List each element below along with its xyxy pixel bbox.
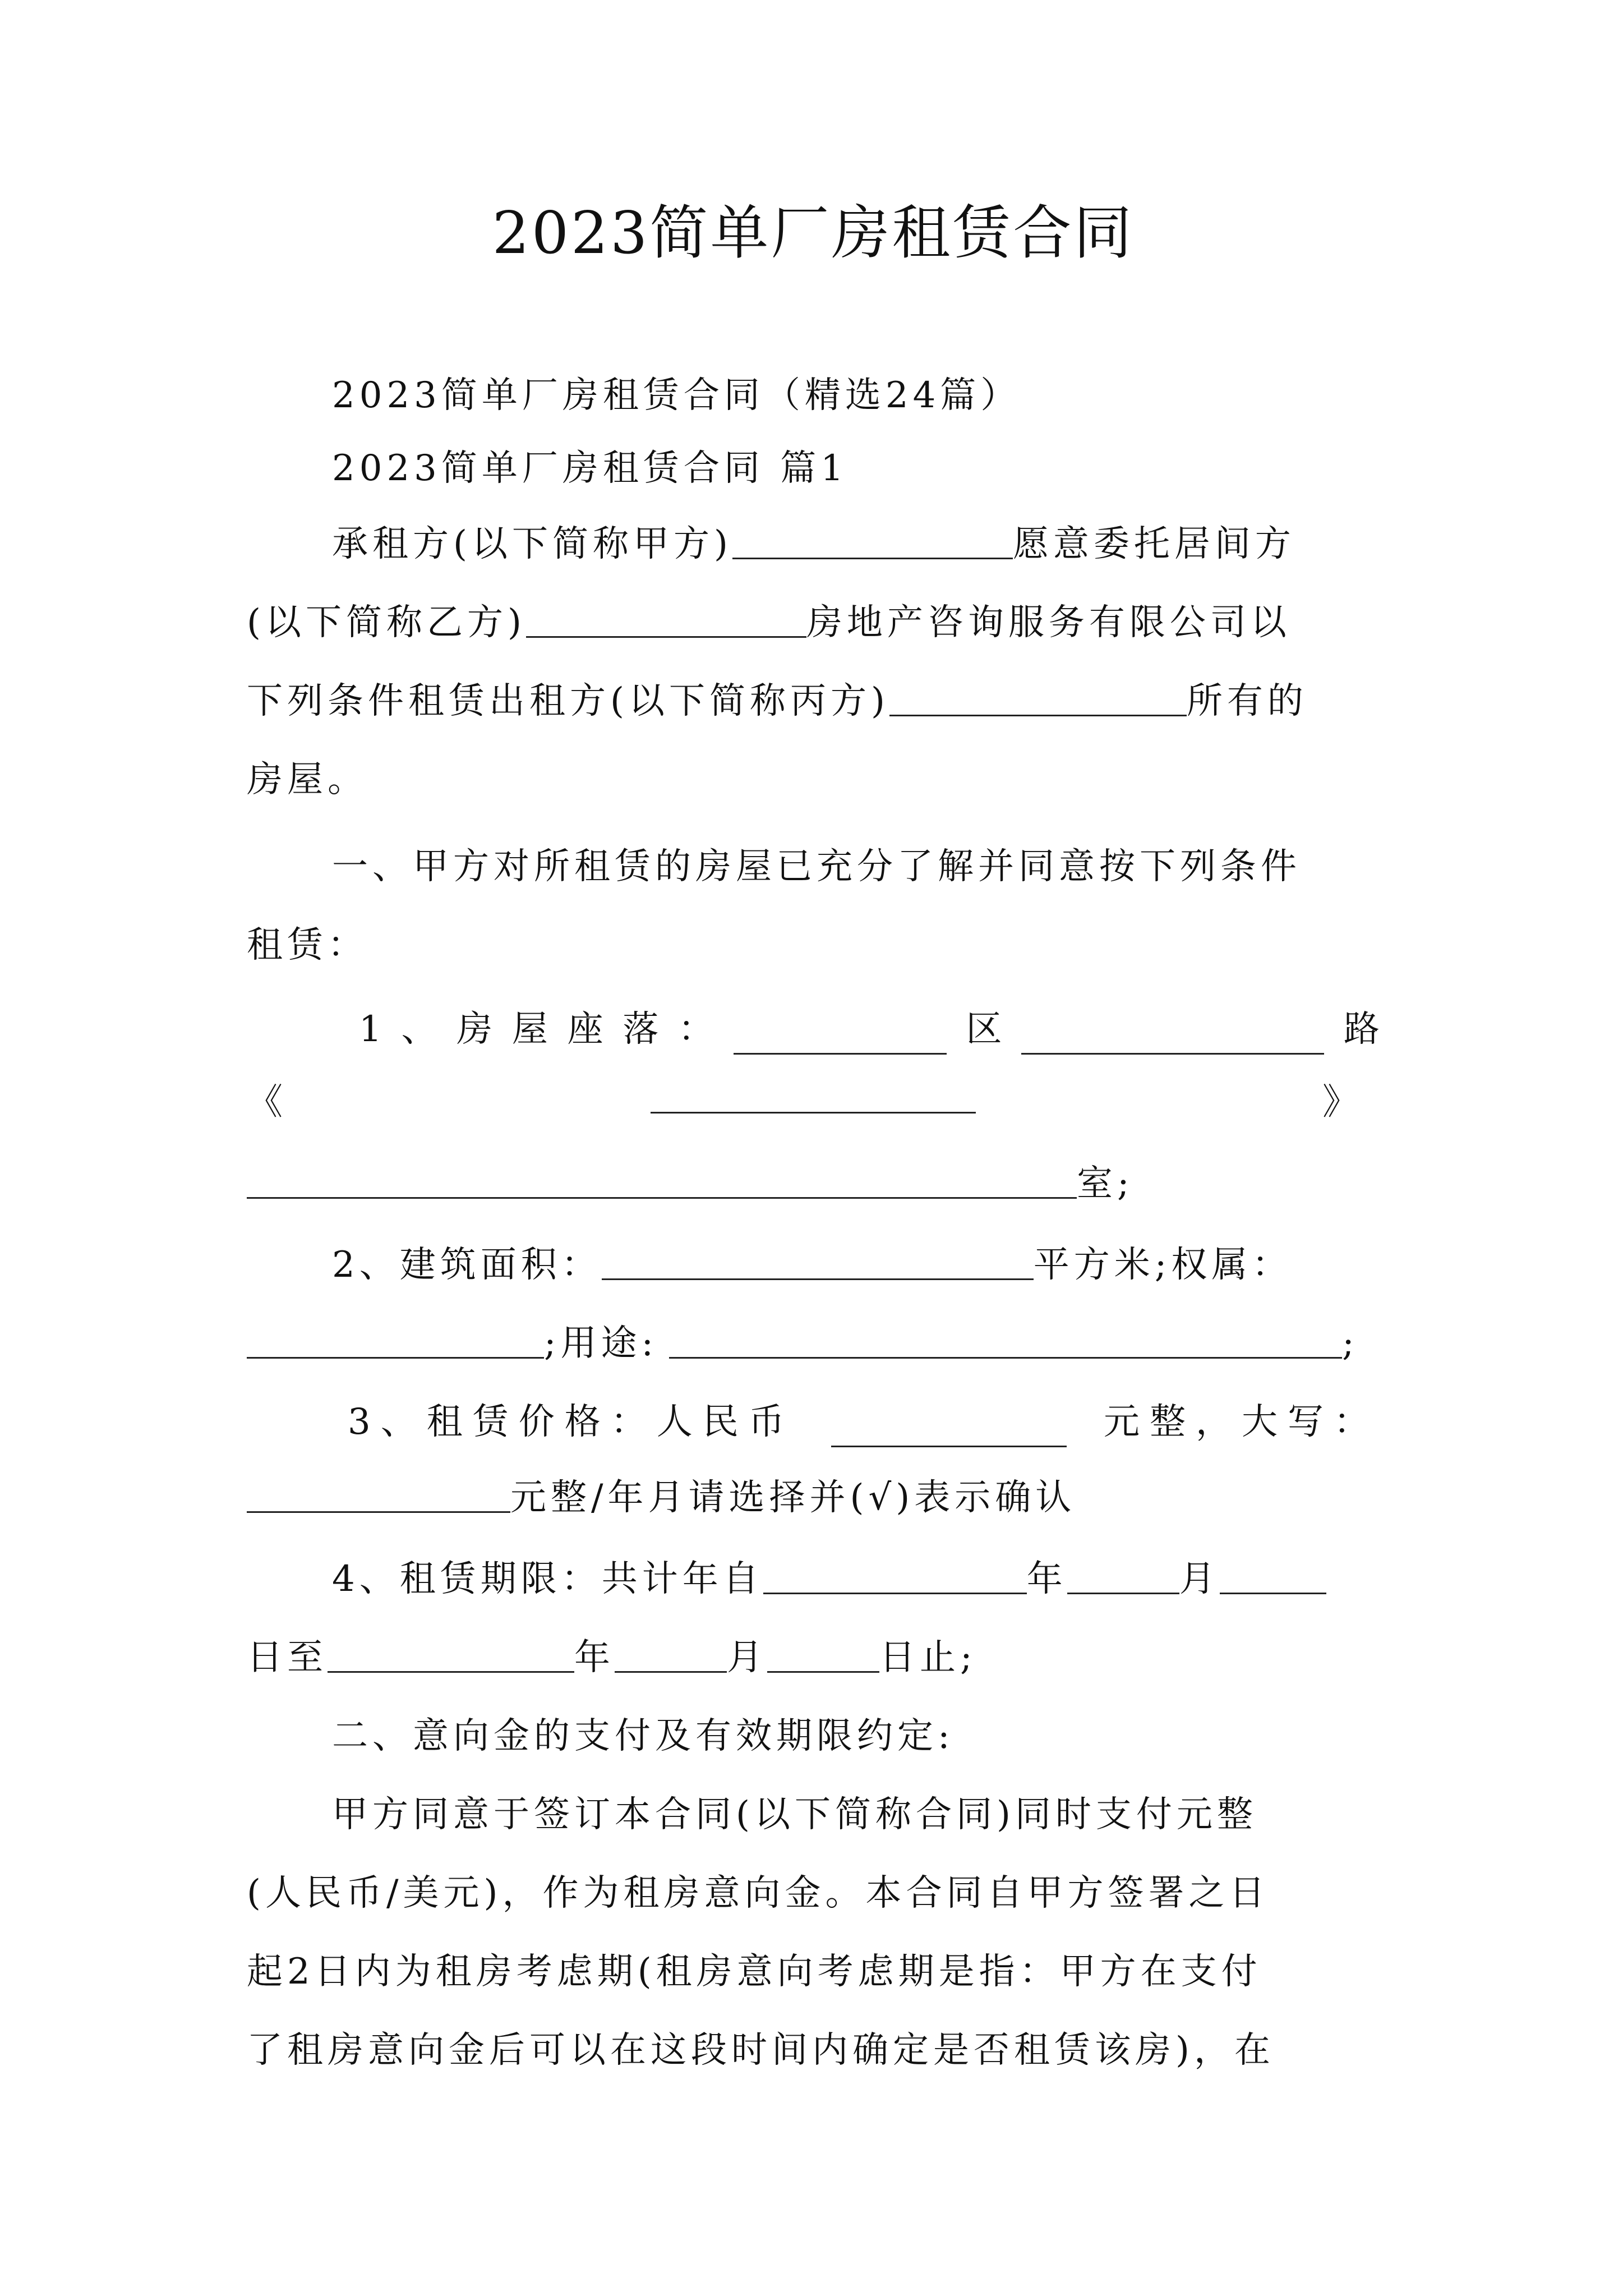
item-number: 1 (359, 1009, 382, 1050)
bracket-open: 《 (247, 1082, 287, 1123)
paragraph-text: 愿意委托居间方 (1012, 523, 1295, 565)
item-text: 年 (1026, 1558, 1067, 1600)
blank-line (247, 1162, 1077, 1199)
item-text: 月 (1179, 1558, 1220, 1600)
paragraph-line: 甲方同意于签订本合同(以下简称合同)同时支付元整 (332, 1794, 1257, 1835)
paragraph-text: 下列条件租赁出租方(以下简称丙方) (247, 680, 889, 722)
blank-line (669, 1322, 1342, 1359)
blank-line (247, 1322, 544, 1359)
item-text: 日止; (879, 1637, 977, 1678)
blank-line (763, 1558, 1027, 1594)
item-text: 屋 (511, 1009, 548, 1050)
item-area (247, 1240, 1465, 1290)
paragraph-text: (以下简称乙方) (247, 602, 526, 643)
item-text: 年 (574, 1637, 615, 1678)
item-text: 4、租赁期限：共计年自 (332, 1558, 763, 1600)
paragraph-text: 房地产咨询服务有限公司以 (806, 602, 1291, 643)
item-text: ;用途: (544, 1323, 658, 1364)
section-heading: 2023简单厂房租赁合同 篇1 (332, 448, 848, 489)
item-text: 月 (727, 1637, 767, 1678)
item-text: 路 (1343, 1009, 1380, 1050)
blank-line (1021, 1018, 1324, 1055)
blank-line (615, 1636, 727, 1673)
paragraph-text: 承租方(以下简称甲方) (332, 523, 732, 565)
item-text: ： (678, 1009, 714, 1050)
blank-line (247, 1476, 510, 1513)
blank-line (831, 1411, 1067, 1447)
item-text: 座 (567, 1009, 603, 1050)
paragraph-line (247, 597, 1380, 648)
clause-heading: 一、甲方对所租赁的房屋已充分了解并同意按下列条件 (332, 846, 1301, 887)
paragraph-line (247, 676, 1380, 726)
blank-line (732, 523, 1013, 559)
paragraph-line: (人民币/美元)，作为租房意向金。本合同自甲方签署之日 (247, 1872, 1270, 1914)
item-price-line2 (247, 1473, 1380, 1523)
item-text: 2、建筑面积： (332, 1244, 602, 1286)
item-text: 日至 (247, 1637, 328, 1678)
blank-line (734, 1018, 947, 1055)
item-location-line3 (247, 1158, 1380, 1209)
item-text: 3、租赁价格：人民币 (348, 1401, 795, 1443)
blank-line (651, 1077, 976, 1114)
paragraph-line (247, 519, 1465, 569)
item-text: 落 (623, 1009, 659, 1050)
item-text: ; (1342, 1323, 1359, 1364)
subtitle: 2023简单厂房租赁合同（精选24篇） (332, 375, 1021, 416)
item-text: 、 (401, 1009, 437, 1050)
blank-line (1220, 1558, 1326, 1594)
blank-line (1067, 1558, 1179, 1594)
blank-line (328, 1636, 574, 1673)
blank-line (602, 1244, 1034, 1280)
paragraph-line: 房屋。 (247, 759, 368, 800)
blank-line (767, 1636, 879, 1673)
paragraph-line: 租赁： (247, 924, 368, 966)
paragraph-text: 所有的 (1186, 680, 1308, 722)
item-text: 元整，大写： (1104, 1401, 1380, 1443)
blank-line (889, 680, 1187, 716)
item-text: 室; (1077, 1163, 1134, 1204)
paragraph-line: 起2日内为租房考虑期(租房意向考虑期是指：甲方在支付 (247, 1951, 1262, 1993)
item-term-line2 (247, 1632, 1380, 1683)
item-term (247, 1554, 1465, 1604)
item-text: 元整/年月请选择并(√)表示确认 (510, 1477, 1076, 1519)
blank-line (526, 601, 806, 638)
item-text: 平方米;权属： (1033, 1244, 1293, 1286)
item-area-line2 (247, 1318, 1380, 1369)
item-text: 区 (966, 1009, 1002, 1050)
paragraph-line: 了租房意向金后可以在这段时间内确定是否租赁该房)，在 (247, 2030, 1275, 2071)
document-title: 2023简单厂房租赁合同 (492, 199, 1135, 267)
item-location (247, 1004, 1380, 1055)
bracket-close: 》 (1322, 1082, 1363, 1123)
item-text: 房 (457, 1009, 493, 1050)
item-price (247, 1397, 1380, 1447)
clause-heading: 二、意向金的支付及有效期限约定: (332, 1715, 955, 1757)
